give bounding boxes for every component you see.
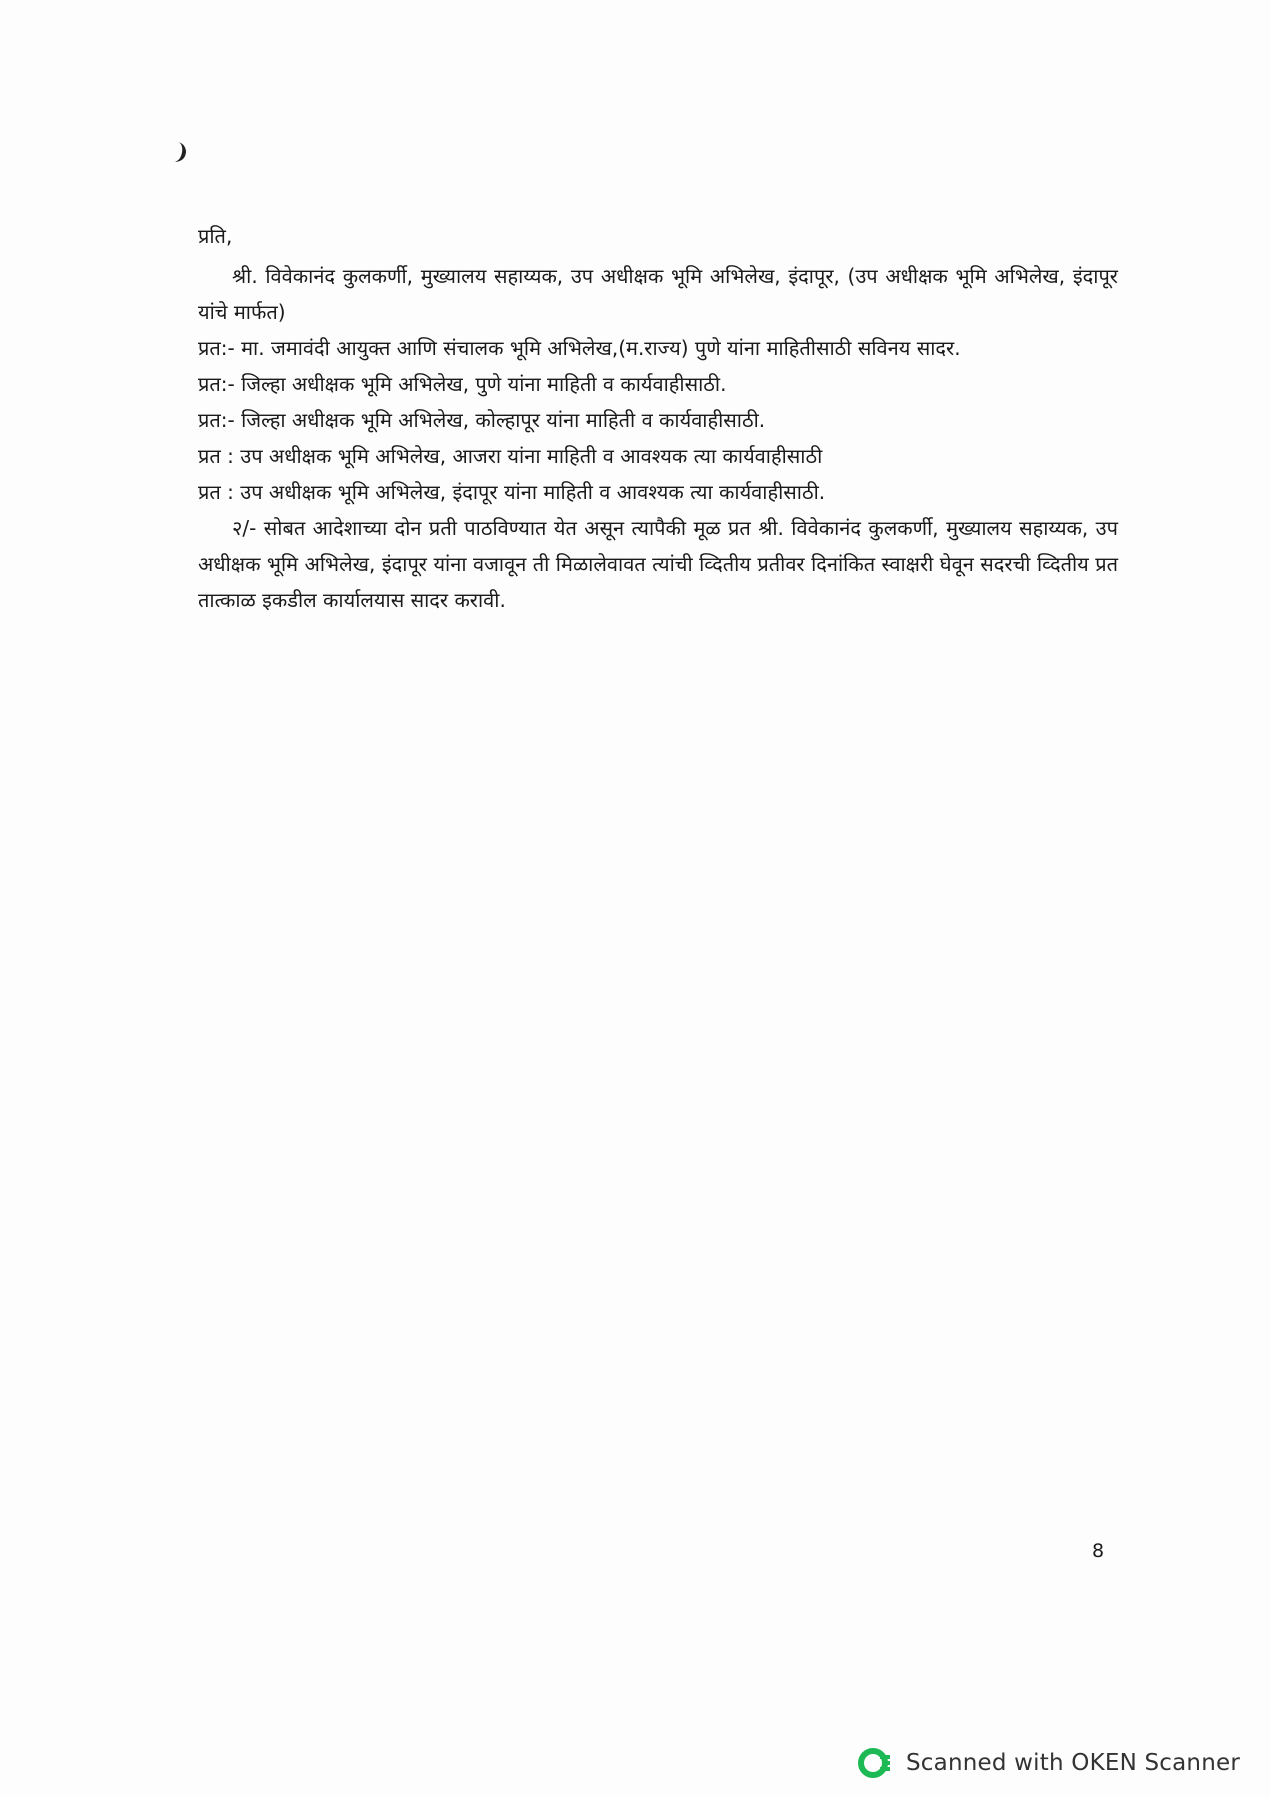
- copy-line-2: प्रत:- जिल्हा अधीक्षक भूमि अभिलेख, पुणे यांना माहिती व कार्यवाहीसाठी.: [198, 372, 727, 396]
- salutation: प्रति,: [198, 224, 233, 248]
- copy-line-3: प्रत:- जिल्हा अधीक्षक भूमि अभिलेख, कोल्हापूर यांना माहिती व कार्यवाहीसाठी.: [198, 408, 766, 432]
- scanner-watermark: [858, 1746, 1240, 1780]
- copy-line-4: प्रत : उप अधीक्षक भूमि अभिलेख, आजरा यांना माहिती व आवश्यक त्या कार्यवाहीसाठी: [198, 444, 823, 468]
- letter-body: [198, 218, 1118, 618]
- page-number: 8: [1092, 1540, 1105, 1562]
- copy-line-1: प्रत:- मा. जमावंदी आयुक्त आणि संचालक भूमि अभिलेख,(म.राज्य) पुणे यांना माहितीसाठी सविनय सादर.: [198, 336, 961, 360]
- copy-line-5: प्रत : उप अधीक्षक भूमि अभिलेख, इंदापूर यांना माहिती व आवश्यक त्या कार्यवाहीसाठी.: [198, 480, 826, 504]
- scanner-watermark-text: Scanned with OKEN Scanner: [906, 1750, 1240, 1776]
- instruction-paragraph: २/- सोबत आदेशाच्या दोन प्रती पाठविण्यात येत असून त्यापैकी मूळ प्रत श्री. विवेकानंद कुलकर्णी, मुख्यालय सहाय्यक, उप अधीक्षक भूमि अभिलेख, इंदापूर यांना वजावून ती मिळालेवावत त्यांची व्दितीय प्रतीवर दिनांकित स्वाक्षरी घेवून सदरची व्दितीय प्रत तात्काळ इकडील कार्यालयास सादर करावी.: [198, 516, 1118, 612]
- addressee: श्री. विवेकानंद कुलकर्णी, मुख्यालय सहाय्यक, उप अधीक्षक भूमि अभिलेख, इंदापूर, (उप अधीक्षक भूमि अभिलेख, इंदापूर यांचे मार्फत): [198, 264, 1118, 324]
- oken-scanner-logo-icon: [858, 1746, 892, 1780]
- scan-artifact-mark: [166, 140, 188, 163]
